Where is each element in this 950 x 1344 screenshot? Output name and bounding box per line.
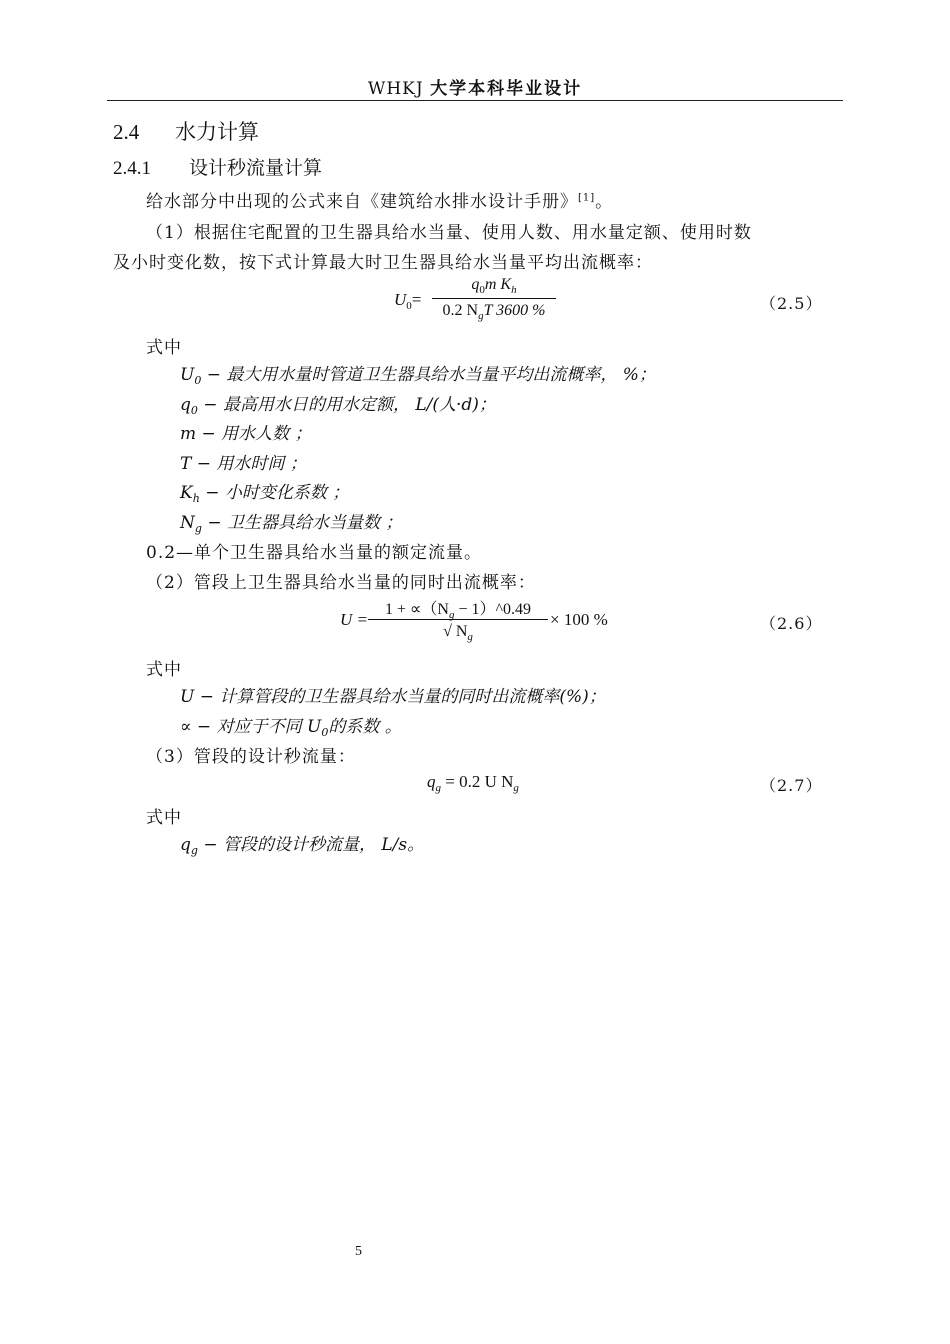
header-title: 大学本科毕业设计 <box>430 79 583 99</box>
definition-symbol: q <box>180 394 191 415</box>
where-label-3: 式中 <box>146 808 182 828</box>
eq25-number: （2.5） <box>760 294 823 313</box>
definition-text: − 计算管段的卫生器具给水当量的同时出流概率(%)； <box>194 687 606 707</box>
definition-text-tail: 的系数 。 <box>328 716 402 737</box>
para3: （3）管段的设计秒流量： <box>146 747 356 767</box>
definition-symbol: T <box>180 453 192 474</box>
definition-text: − 卫生器具给水当量数 ； <box>201 512 403 533</box>
definition-item <box>180 682 606 707</box>
intro-paragraph <box>146 187 613 212</box>
definition-symbol: K <box>180 483 193 503</box>
note-line: 0.2—单个卫生器具给水当量的额定流量。 <box>146 543 483 563</box>
definition-symbol: N <box>180 512 195 533</box>
eq26-lhs: U = <box>340 610 368 629</box>
definition-symbol: U <box>180 687 195 707</box>
subsection-title: 设计秒流量计算 <box>189 157 323 179</box>
page-number: 5 <box>355 1244 362 1259</box>
definition-item <box>180 419 312 444</box>
eq26-rhs: × 100 % <box>550 610 608 629</box>
definition-text: − 用水人数 ； <box>196 424 312 444</box>
definition-inline-subscript: 0 <box>321 725 329 739</box>
where-label-1: 式中 <box>146 338 182 358</box>
eq26-number: （2.6） <box>760 614 823 633</box>
subsection-heading <box>113 153 322 180</box>
eq27-number: （2.7） <box>760 776 823 795</box>
definition-text: − 对应于不同 U <box>191 716 322 737</box>
definition-item <box>180 390 496 417</box>
definition-text: − 管段的设计秒流量， L/s。 <box>197 835 425 855</box>
definition-item <box>180 712 402 739</box>
eq25-lhs: $U_0=$ <box>394 290 422 312</box>
definition-symbol: m <box>180 424 197 444</box>
definition-item <box>180 830 424 857</box>
eq27-body: $q_g = 0.2$ U $N_g$ <box>427 772 519 794</box>
definition-symbol-subscript: g <box>194 521 202 535</box>
citation-ref: [1] <box>578 192 596 204</box>
definition-symbol-subscript: g <box>190 844 198 857</box>
definition-text: − 最大用水量时管道卫生器具给水当量平均出流概率， %； <box>201 365 656 385</box>
definition-text: − 最高用水日的用水定额， L/(人·d)； <box>197 394 496 415</box>
intro-text: 给水部分中出现的公式来自《建筑给水排水设计手册》 <box>146 192 578 212</box>
definition-item <box>180 478 349 505</box>
header-prefix: WHKJ <box>367 79 424 99</box>
eq25-denominator: 0.2 $N_gT$ 3600 % <box>442 302 546 322</box>
eq26-numerator: $1 + \propto(N_g$ − 1）^0.49 <box>384 601 532 621</box>
definition-item <box>180 449 307 474</box>
definition-symbol: ∝ <box>180 716 192 737</box>
definition-symbol-subscript: h <box>192 492 200 505</box>
where-label-2: 式中 <box>146 660 182 680</box>
eq25-numerator: $q_0m$ $K_h$ <box>471 276 517 296</box>
definition-symbol-subscript: 0 <box>190 403 198 417</box>
subsection-number: 2.4.1 <box>113 158 151 179</box>
running-header <box>107 74 843 100</box>
para1-line1: （1）根据住宅配置的卫生器具给水当量、使用人数、用水量定额、使用时数 <box>146 223 752 243</box>
definition-text: − 用水时间 ； <box>191 453 307 474</box>
para1-line2: 及小时变化数，按下式计算最大时卫生器具给水当量平均出流概率： <box>113 253 653 273</box>
section-heading <box>113 116 259 146</box>
para2: （2）管段上卫生器具给水当量的同时出流概率： <box>146 573 536 593</box>
eq26-fraction-bar <box>368 619 548 620</box>
definition-item <box>180 508 402 535</box>
definition-symbol: q <box>180 835 191 855</box>
definition-item <box>180 360 656 387</box>
eq25-fraction-bar <box>432 298 556 299</box>
definition-text: − 小时变化系数 ； <box>199 483 350 503</box>
intro-end: 。 <box>595 192 614 212</box>
definition-symbol-subscript: 0 <box>194 374 202 387</box>
eq26-denominator: √ $N_g$ <box>443 623 473 643</box>
header-rule <box>107 100 843 101</box>
section-title: 水力计算 <box>175 120 259 144</box>
section-number: 2.4 <box>113 120 140 144</box>
definition-symbol: U <box>180 365 195 385</box>
